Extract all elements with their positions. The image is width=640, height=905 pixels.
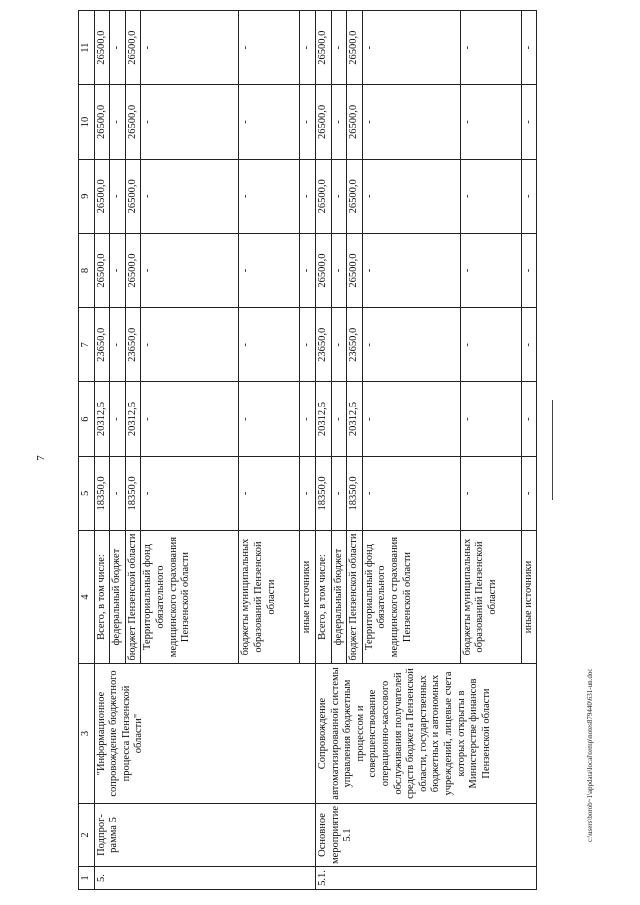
value-cell: 20312,5 <box>347 382 363 455</box>
value-cell: - <box>110 457 126 530</box>
value-cell: 26500,0 <box>347 11 363 84</box>
value-cell: - <box>332 160 348 233</box>
source-label: Всего, в том числе: <box>95 531 111 663</box>
year-values <box>94 11 315 85</box>
source-label: Территориальный фонд обязательного медицинского страхования Пензенской области <box>363 531 461 663</box>
page-number: 7 <box>34 455 47 461</box>
value-cell: - <box>522 194 534 198</box>
value-cell: - <box>141 382 239 455</box>
value-cell: - <box>522 120 534 124</box>
value-cell: - <box>141 234 239 307</box>
year-values <box>94 456 315 530</box>
value-cell: - <box>332 382 348 455</box>
year-values <box>94 382 315 456</box>
value-cell: - <box>110 308 126 381</box>
value-cell: - <box>461 308 522 381</box>
value-cell: 26500,0 <box>347 85 363 158</box>
value-cell: - <box>363 382 461 455</box>
value-cell: 26500,0 <box>316 11 332 84</box>
value-cell: - <box>239 234 300 307</box>
header-cell: 8 <box>79 233 95 307</box>
value-cell: 23650,0 <box>126 308 142 381</box>
value-cell: 26500,0 <box>126 160 142 233</box>
source-label: иные источники <box>522 560 534 634</box>
header-cell: 2 <box>79 804 95 867</box>
value-cell: - <box>110 234 126 307</box>
header-cell: 4 <box>79 531 95 664</box>
value-cell: - <box>141 85 239 158</box>
year-values <box>315 382 536 456</box>
source-label: бюджеты муниципальных образований Пензенской области <box>461 531 522 663</box>
footer-path: c:\users\borob~1\appdata\local\temp\notes879440\631-un.doc <box>586 668 594 842</box>
value-cell: - <box>301 194 313 198</box>
budget-table <box>78 10 537 890</box>
value-cell: - <box>301 45 313 50</box>
header-row <box>79 11 95 890</box>
year-values <box>94 85 315 159</box>
value-cell: - <box>301 120 313 124</box>
value-cell: 23650,0 <box>347 308 363 381</box>
value-cell: 18350,0 <box>95 457 111 530</box>
value-cell: 23650,0 <box>316 308 332 381</box>
value-cell: 26500,0 <box>316 234 332 307</box>
value-cell: - <box>239 308 300 381</box>
source-label: федеральный бюджет <box>332 531 348 663</box>
row-name: "Информационное сопровождение бюджетного процесса Пензенской области" <box>94 664 315 804</box>
value-cell: - <box>522 343 534 347</box>
header-cell: 11 <box>79 11 95 85</box>
value-cell: - <box>239 160 300 233</box>
value-cell: - <box>363 457 461 530</box>
value-cell: 26500,0 <box>126 85 142 158</box>
source-labels <box>94 531 315 664</box>
value-cell: 18350,0 <box>347 457 363 530</box>
value-cell: - <box>301 343 313 347</box>
value-cell: 20312,5 <box>95 382 111 455</box>
header-cell: 5 <box>79 456 95 530</box>
value-cell: - <box>461 11 522 84</box>
value-cell: - <box>461 160 522 233</box>
value-cell: - <box>522 45 534 50</box>
header-cell: 10 <box>79 85 95 159</box>
year-values <box>315 308 536 382</box>
table-row <box>94 11 315 890</box>
value-cell: 26500,0 <box>347 160 363 233</box>
value-cell: - <box>461 457 522 530</box>
value-cell: 26500,0 <box>316 85 332 158</box>
value-cell: - <box>141 160 239 233</box>
row-number: 5.1. <box>315 867 536 890</box>
source-label: иные источники <box>301 560 313 634</box>
value-cell: - <box>332 234 348 307</box>
value-cell: - <box>301 268 313 273</box>
value-cell: - <box>239 85 300 158</box>
source-label: бюджеты муниципальных образований Пензенской области <box>239 531 300 663</box>
value-cell: - <box>522 268 534 273</box>
value-cell: 20312,5 <box>126 382 142 455</box>
source-label: бюджет Пензенской области <box>126 531 142 663</box>
value-cell: - <box>363 160 461 233</box>
value-cell: 18350,0 <box>316 457 332 530</box>
year-values <box>315 233 536 307</box>
value-cell: 26500,0 <box>95 234 111 307</box>
header-cell: 3 <box>79 664 95 804</box>
value-cell: - <box>141 308 239 381</box>
header-cell: 1 <box>79 867 95 890</box>
value-cell: - <box>522 491 534 496</box>
year-values <box>315 159 536 233</box>
value-cell: - <box>239 382 300 455</box>
year-values <box>315 456 536 530</box>
year-values <box>94 233 315 307</box>
divider-line <box>552 400 553 500</box>
row-number: 5. <box>94 867 315 890</box>
value-cell: - <box>332 457 348 530</box>
source-label: Всего, в том числе: <box>316 531 332 663</box>
value-cell: 26500,0 <box>347 234 363 307</box>
source-label: федеральный бюджет <box>110 531 126 663</box>
year-values <box>315 11 536 85</box>
value-cell: 26500,0 <box>95 11 111 84</box>
value-cell: 26500,0 <box>95 85 111 158</box>
value-cell: - <box>332 308 348 381</box>
value-cell: - <box>332 85 348 158</box>
year-values <box>94 159 315 233</box>
table-row <box>315 11 536 890</box>
header-cell: 7 <box>79 308 95 382</box>
value-cell: - <box>110 160 126 233</box>
value-cell: - <box>522 417 534 421</box>
value-cell: - <box>363 234 461 307</box>
value-cell: - <box>141 457 239 530</box>
value-cell: - <box>461 382 522 455</box>
value-cell: - <box>301 491 313 496</box>
row-kind: Подпрог-рамма 5 <box>94 804 315 867</box>
document-table-rotated <box>78 10 534 890</box>
value-cell: 18350,0 <box>126 457 142 530</box>
value-cell: - <box>332 11 348 84</box>
value-cell: - <box>110 85 126 158</box>
header-cell: 9 <box>79 159 95 233</box>
value-cell: - <box>301 417 313 421</box>
source-labels <box>315 531 536 664</box>
year-values <box>315 85 536 159</box>
value-cell: - <box>141 11 239 84</box>
value-cell: - <box>239 11 300 84</box>
value-cell: - <box>461 85 522 158</box>
value-cell: 26500,0 <box>316 160 332 233</box>
value-cell: 20312,5 <box>316 382 332 455</box>
row-name: Сопровождение автоматизированной системы управления бюджетным процессом и совершенствование операционно-кассового обслуживания получателей средств бюджета Пензенской области, государственных бюджетных и автономных учреждений, лицевые счета которых открыты в Министерстве финансов Пензенской области <box>315 664 536 804</box>
value-cell: - <box>110 382 126 455</box>
value-cell: - <box>363 85 461 158</box>
value-cell: 23650,0 <box>95 308 111 381</box>
value-cell: - <box>363 11 461 84</box>
value-cell: 26500,0 <box>126 11 142 84</box>
row-kind: Основное мероприятие 5.1 <box>315 804 536 867</box>
value-cell: 26500,0 <box>126 234 142 307</box>
year-values <box>94 308 315 382</box>
header-cell: 6 <box>79 382 95 456</box>
source-label: бюджет Пензенской области <box>347 531 363 663</box>
value-cell: - <box>110 11 126 84</box>
value-cell: - <box>363 308 461 381</box>
value-cell: 26500,0 <box>95 160 111 233</box>
value-cell: - <box>461 234 522 307</box>
source-label: Территориальный фонд обязательного медицинского страхования Пензенской области <box>141 531 239 663</box>
value-cell: - <box>239 457 300 530</box>
